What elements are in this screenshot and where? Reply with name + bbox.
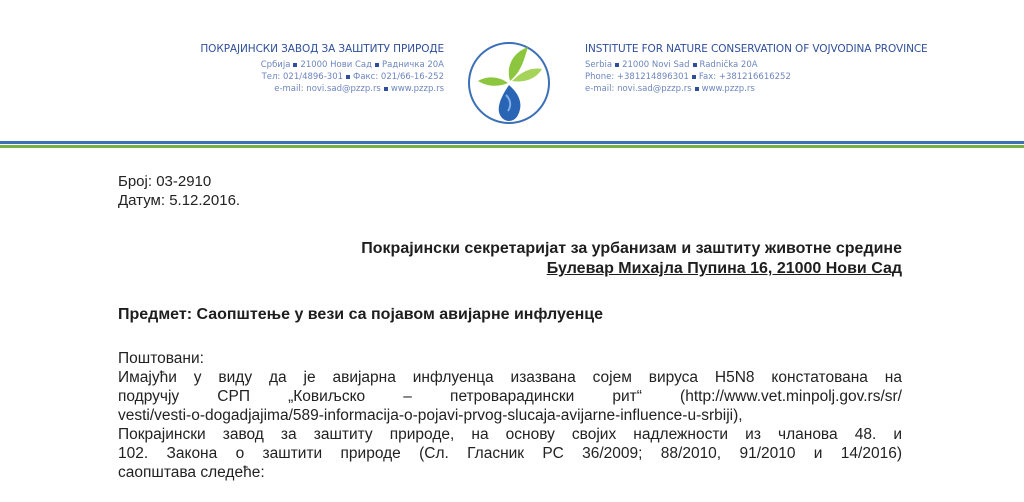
body-line: vesti/vesti-o-dogadjajima/589-informacija-o-pojavi-prvog-slucaja-avijarne-influence-u-srbiji), bbox=[118, 407, 743, 424]
bullet-square-icon bbox=[695, 87, 699, 91]
body-line: 102. Закона о заштити природе (Сл. Гласник РС 36/2009; 88/2010, 91/2010 и 14/2016) bbox=[118, 445, 902, 462]
bullet-square-icon bbox=[375, 63, 379, 67]
bullet-square-icon bbox=[346, 75, 350, 79]
body-line: Имајући у виду да је авијарна инфлуенца изазвана сојем вируса H5N8 констатована на bbox=[118, 369, 902, 386]
greeting: Поштовани: bbox=[118, 350, 204, 367]
body-line: подручју СРП „Ковиљско – петроварадински рит“ (http://www.vet.minpolj.gov.rs/sr/ bbox=[118, 388, 902, 405]
institute-name-latin: INSTITUTE FOR NATURE CONSERVATION OF VOJVODINA PROVINCE bbox=[585, 43, 928, 55]
body-line: саопштава следеће: bbox=[118, 464, 265, 481]
subject-line: Предмет: Саопштење у вези са појавом авијарне инфлуенце bbox=[118, 306, 603, 323]
recipient-block bbox=[361, 239, 902, 279]
bullet-square-icon bbox=[693, 63, 697, 67]
institute-name-cyrillic: ПОКРАЈИНСКИ ЗАВОД ЗА ЗАШТИТУ ПРИРОДЕ bbox=[200, 43, 444, 55]
document-number: Број: 03-2910 bbox=[118, 173, 212, 190]
bullet-square-icon bbox=[692, 75, 696, 79]
email-line-cyrillic: e-mail: novi.sad@pzzp.rs www.pzzp.rs bbox=[274, 84, 444, 94]
bullet-square-icon bbox=[384, 87, 388, 91]
institute-logo-icon bbox=[466, 37, 552, 129]
letterhead-divider-green bbox=[0, 145, 1024, 148]
email-line-latin: e-mail: novi.sad@pzzp.rs www.pzzp.rs bbox=[585, 84, 755, 94]
address-line-latin: Serbia 21000 Novi Sad Radnička 20A bbox=[585, 60, 758, 70]
letterhead-divider-blue bbox=[0, 141, 1024, 144]
bullet-square-icon bbox=[615, 63, 619, 67]
document-meta bbox=[118, 172, 240, 210]
body-line: Покрајински завод за заштиту природе, на основу својих надлежности из чланова 48. и bbox=[118, 426, 902, 443]
letter-body bbox=[118, 349, 902, 482]
phone-line-cyrillic: Тел: 021/4896-301 Факс: 021/66-16-252 bbox=[261, 72, 444, 82]
address-line-cyrillic: Србија 21000 Нови Сад Радничка 20А bbox=[260, 60, 444, 70]
letterhead-right bbox=[585, 43, 928, 95]
recipient-address: Булевар Михајла Пупина 16, 21000 Нови Сад bbox=[546, 260, 902, 277]
document-date: Датум: 5.12.2016. bbox=[118, 192, 241, 209]
recipient-name: Покрајински секретаријат за урбанизам и заштиту животне средине bbox=[361, 240, 902, 257]
bullet-square-icon bbox=[293, 63, 297, 67]
letterhead-left bbox=[200, 43, 444, 95]
phone-line-latin: Phone: +381214896301 Fax: +381216616252 bbox=[585, 72, 791, 82]
